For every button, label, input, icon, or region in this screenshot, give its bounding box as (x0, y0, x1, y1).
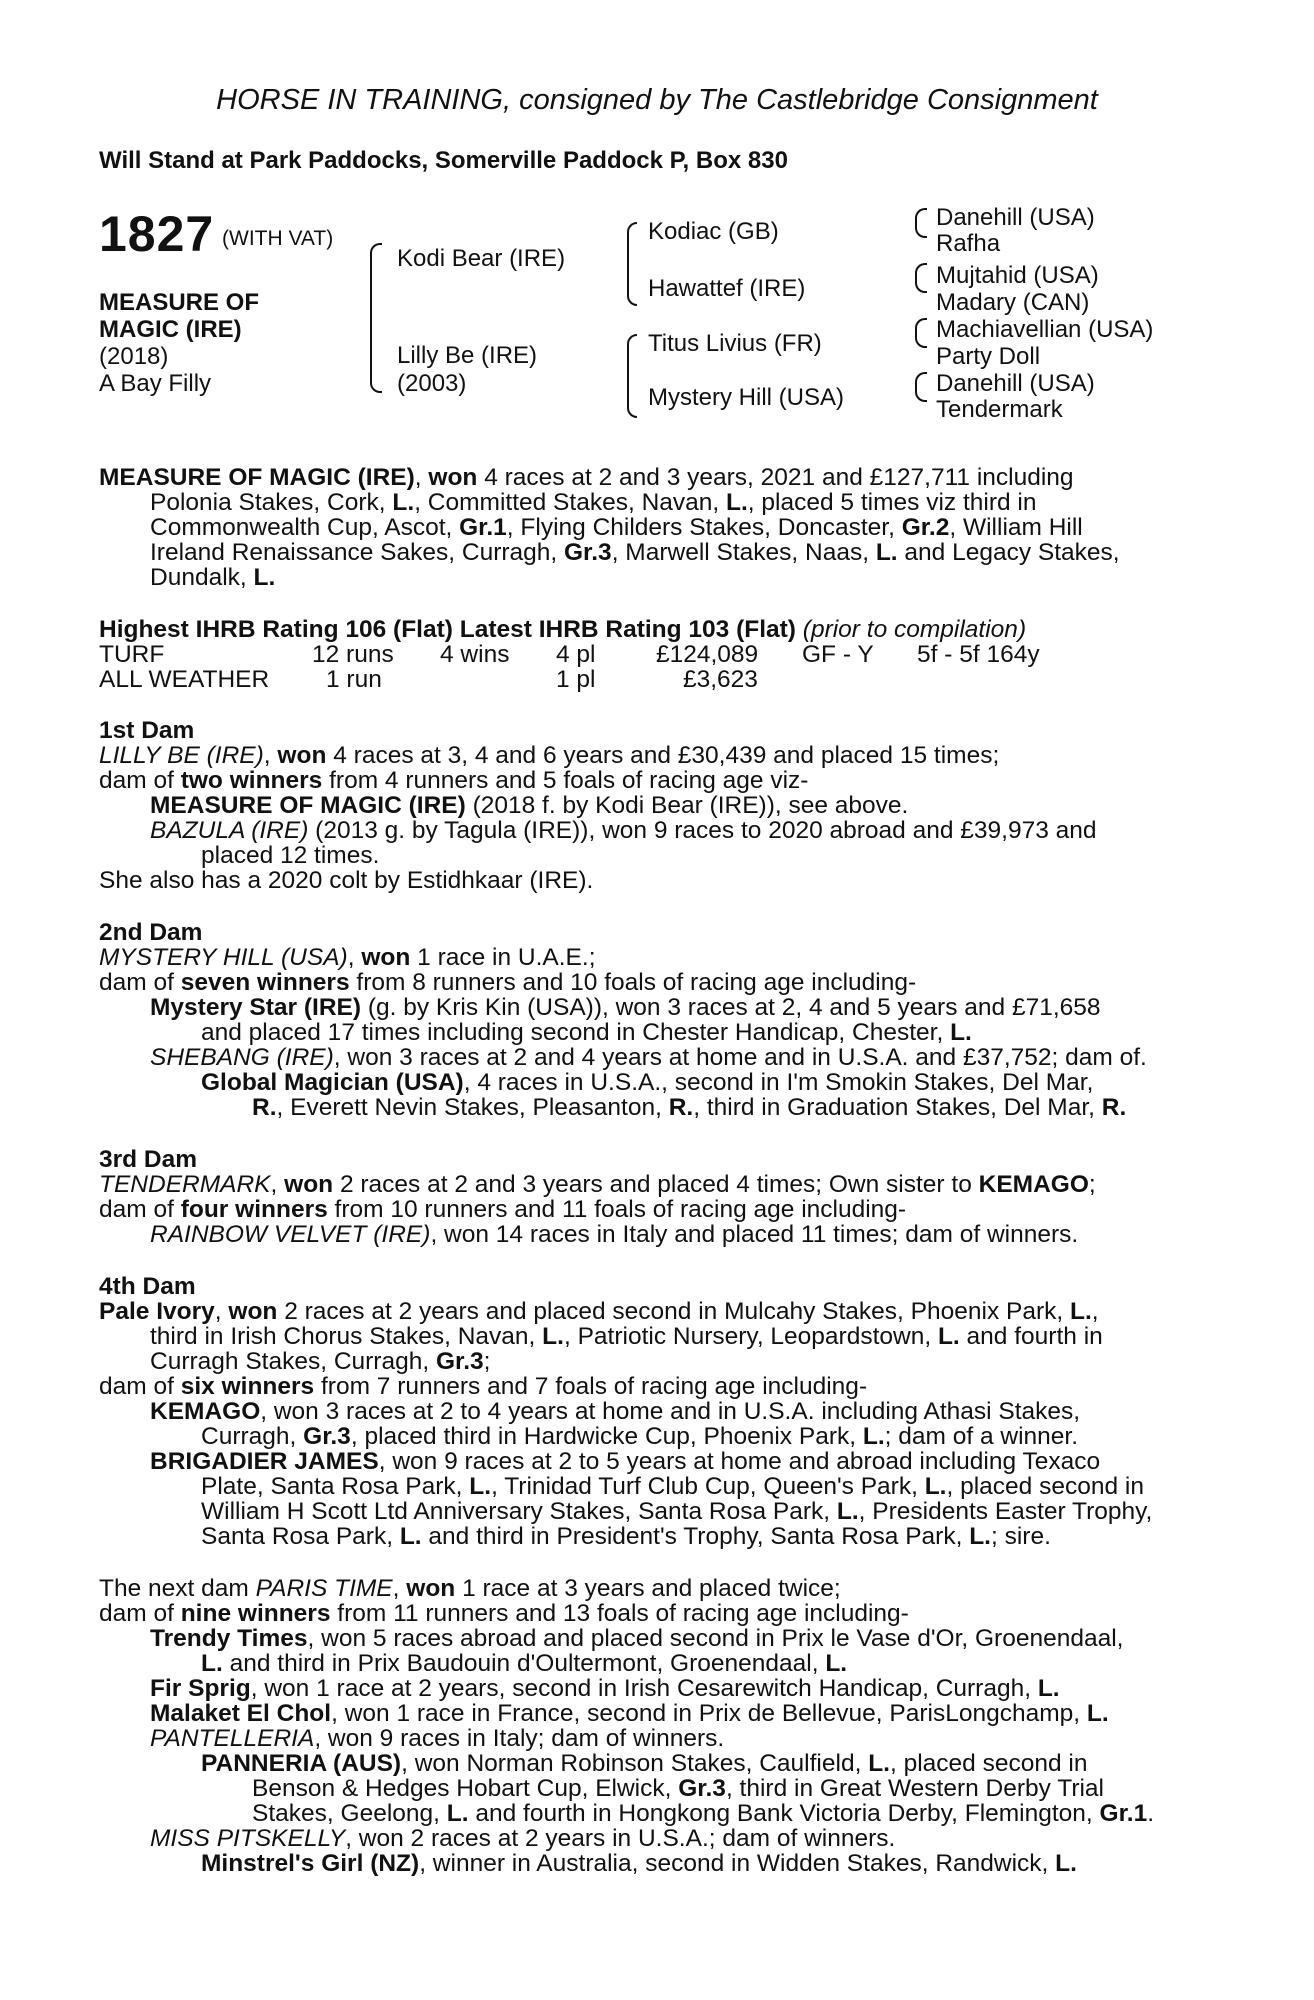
dam1-line-4: BAZULA (IRE) (2013 g. by Tagula (IRE)), won 9 races to 2020 abroad and £39,973 and (150, 817, 1097, 844)
dam2-line-5: Global Magician (USA), 4 races in U.S.A., second in I'm Smokin Stakes, Del Mar, (201, 1069, 1094, 1096)
ratings-turf-placed: 4 pl (556, 641, 596, 668)
dam2-line-3: Mystery Star (IRE) (g. by Kris Kin (USA)), won 3 races at 2, 4 and 5 years and £71,658 (150, 994, 1101, 1021)
pedigree-sire-dam: Hawattef (IRE) (648, 275, 806, 302)
brace-ggp-1-bot (915, 222, 927, 238)
pedigree-sire: Kodi Bear (IRE) (397, 245, 566, 272)
horse-name-line1: MEASURE OF (99, 289, 260, 316)
ratings-turf-runs: 12 runs (312, 641, 394, 668)
brace-sire (370, 243, 382, 323)
brace-dam-line (627, 334, 637, 380)
brace-dam-line-bottom (627, 378, 637, 418)
brace-sire-line-bottom (627, 266, 637, 306)
ratings-aw-runs: 1 run (326, 666, 382, 693)
dam4-heading: 4th Dam (99, 1273, 196, 1300)
summary-line-5: Dundalk, L. (150, 564, 276, 591)
summary-line-2: Polonia Stakes, Cork, L., Committed Stakes, Navan, L., placed 5 times viz third in (150, 489, 1037, 516)
next-dam-trendy-times-cont: L. and third in Prix Baudouin d'Oultermont, Groenendaal, L. (201, 1650, 848, 1677)
dam4-line-2: third in Irish Chorus Stakes, Navan, L., Patriotic Nursery, Leopardstown, L. and fourth in (150, 1323, 1103, 1350)
brace-ggp-2-bot (915, 277, 927, 293)
next-dam-malaket: Malaket El Chol, won 1 race in France, second in Prix de Bellevue, ParisLongchamp, L. (150, 1700, 1109, 1727)
dam1-line-1: LILLY BE (IRE), won 4 races at 3, 4 and 6 years and £30,439 and placed 15 times; (99, 742, 1000, 769)
dam1-line-2: dam of two winners from 4 runners and 5 foals of racing age viz- (99, 767, 809, 794)
next-dam-miss-pitskelly: MISS PITSKELLY, won 2 races at 2 years in U.S.A.; dam of winners. (150, 1825, 896, 1852)
pedigree-sire-sire: Kodiac (GB) (648, 218, 779, 245)
ratings-aw-earnings: £3,623 (683, 666, 758, 693)
lot-number: 1827 (99, 206, 215, 262)
dam4-kemago-cont: Curragh, Gr.3, placed third in Hardwicke Cup, Phoenix Park, L.; dam of a winner. (201, 1423, 1079, 1450)
next-dam-panneria-3: Stakes, Geelong, L. and fourth in Hongkong Bank Victoria Derby, Flemington, Gr.1. (252, 1800, 1155, 1827)
ratings-turf-label: TURF (99, 641, 165, 668)
dam2-line-1: MYSTERY HILL (USA), won 1 race in U.A.E.; (99, 944, 596, 971)
dam2-line-4: SHEBANG (IRE), won 3 races at 2 and 4 years at home and in U.S.A. and £37,752; dam of. (150, 1044, 1147, 1071)
dam2-heading: 2nd Dam (99, 919, 203, 946)
pedigree-dam: Lilly Be (IRE) (397, 342, 538, 369)
pedigree-dam-sire: Titus Livius (FR) (648, 330, 822, 357)
next-dam-fir-sprig: Fir Sprig, won 1 race at 2 years, second in Irish Cesarewitch Handicap, Curragh, L. (150, 1675, 1060, 1702)
brace-ggp-3-bot (915, 332, 927, 348)
ratings-turf-going: GF - Y (802, 641, 874, 668)
summary-line-4: Ireland Renaissance Sakes, Curragh, Gr.3, Marwell Stakes, Naas, L. and Legacy Stakes, (150, 539, 1120, 566)
dam3-heading: 3rd Dam (99, 1146, 198, 1173)
brace-sire-line (627, 222, 637, 268)
ratings-aw-label: ALL WEATHER (99, 666, 270, 693)
dam2-line-5-cont: R., Everett Nevin Stakes, Pleasanton, R., third in Graduation Stakes, Del Mar, R. (252, 1094, 1127, 1121)
pedigree-ggp-1: Danehill (USA) (936, 204, 1095, 231)
pedigree-ggp-6: Party Doll (936, 343, 1041, 370)
brace-ggp-4-bot (915, 386, 927, 402)
horse-description: A Bay Filly (99, 370, 212, 397)
dam2-line-2: dam of seven winners from 8 runners and 10 foals of racing age including- (99, 969, 917, 996)
dam4-line-1: Pale Ivory, won 2 races at 2 years and placed second in Mulcahy Stakes, Phoenix Park, L., (99, 1298, 1099, 1325)
pedigree-dam-year: (2003) (397, 370, 467, 397)
ratings-turf-distance: 5f - 5f 164y (917, 641, 1040, 668)
dam4-kemago: KEMAGO, won 3 races at 2 to 4 years at home and in U.S.A. including Athasi Stakes, (150, 1398, 1081, 1425)
dam2-line-3-cont: and placed 17 times including second in Chester Handicap, Chester, L. (201, 1019, 972, 1046)
horse-year: (2018) (99, 343, 169, 370)
dam1-heading: 1st Dam (99, 717, 195, 744)
dam4-brigadier: BRIGADIER JAMES, won 9 races at 2 to 5 years at home and abroad including Texaco (150, 1448, 1101, 1475)
next-dam-line-1: The next dam PARIS TIME, won 1 race at 3 years and placed twice; (99, 1575, 841, 1602)
next-dam-pantelleria: PANTELLERIA, won 9 races in Italy; dam of winners. (150, 1725, 725, 1752)
horse-name-line2: MAGIC (IRE) (99, 316, 242, 343)
pedigree-ggp-5: Machiavellian (USA) (936, 316, 1154, 343)
next-dam-trendy-times: Trendy Times, won 5 races abroad and placed second in Prix le Vase d'Or, Groenendaal, (150, 1625, 1124, 1652)
dam4-brigadier-2: Plate, Santa Rosa Park, L., Trinidad Turf Club Cup, Queen's Park, L., placed second in (201, 1473, 1144, 1500)
ratings-aw-placed: 1 pl (556, 666, 596, 693)
ratings-turf-earnings: £124,089 (656, 641, 759, 668)
pedigree-dam-dam: Mystery Hill (USA) (648, 384, 844, 411)
pedigree-ggp-8: Tendermark (936, 396, 1063, 423)
dam4-line-4: dam of six winners from 7 runners and 7 foals of racing age including- (99, 1373, 868, 1400)
dam1-line-5: She also has a 2020 colt by Estidhkaar (IRE). (99, 867, 594, 894)
dam3-line-2: dam of four winners from 10 runners and 11 foals of racing age including- (99, 1196, 907, 1223)
ratings-heading: Highest IHRB Rating 106 (Flat) Latest IHRB Rating 103 (Flat) (prior to compilation) (99, 616, 1027, 643)
page-title: HORSE IN TRAINING, consigned by The Castlebridge Consignment (216, 84, 1098, 116)
pedigree-ggp-4: Madary (CAN) (936, 289, 1090, 316)
pedigree-ggp-3: Mujtahid (USA) (936, 262, 1099, 289)
dam1-line-3: MEASURE OF MAGIC (IRE) (2018 f. by Kodi Bear (IRE)), see above. (150, 792, 909, 819)
dam4-brigadier-3: William H Scott Ltd Anniversary Stakes, Santa Rosa Park, L., Presidents Easter Trophy, (201, 1498, 1153, 1525)
ratings-turf-wins: 4 wins (440, 641, 510, 668)
next-dam-panneria-2: Benson & Hedges Hobart Cup, Elwick, Gr.3, third in Great Western Derby Trial (252, 1775, 1105, 1802)
dam4-line-3: Curragh Stakes, Curragh, Gr.3; (150, 1348, 491, 1375)
next-dam-line-2: dam of nine winners from 11 runners and 13 foals of racing age including- (99, 1600, 909, 1627)
pedigree-ggp-2: Rafha (936, 230, 1001, 257)
pedigree-ggp-7: Danehill (USA) (936, 370, 1095, 397)
next-dam-panneria: PANNERIA (AUS), won Norman Robinson Stakes, Caulfield, L., placed second in (201, 1750, 1088, 1777)
brace-dam (370, 321, 382, 393)
dam3-line-1: TENDERMARK, won 2 races at 2 and 3 years and placed 4 times; Own sister to KEMAGO; (99, 1171, 1096, 1198)
summary-line-3: Commonwealth Cup, Ascot, Gr.1, Flying Childers Stakes, Doncaster, Gr.2, William Hill (150, 514, 1083, 541)
vat-note: (WITH VAT) (222, 227, 334, 250)
dam3-line-3: RAINBOW VELVET (IRE), won 14 races in Italy and placed 11 times; dam of winners. (150, 1221, 1079, 1248)
stand-location: Will Stand at Park Paddocks, Somerville Paddock P, Box 830 (99, 147, 788, 174)
dam1-line-4-cont: placed 12 times. (201, 842, 380, 869)
dam4-brigadier-4: Santa Rosa Park, L. and third in President's Trophy, Santa Rosa Park, L.; sire. (201, 1523, 1051, 1550)
next-dam-minstrels-girl: Minstrel's Girl (NZ), winner in Australia, second in Widden Stakes, Randwick, L. (201, 1850, 1077, 1877)
summary-line-1: MEASURE OF MAGIC (IRE), won 4 races at 2 and 3 years, 2021 and £127,711 including (99, 464, 1074, 491)
